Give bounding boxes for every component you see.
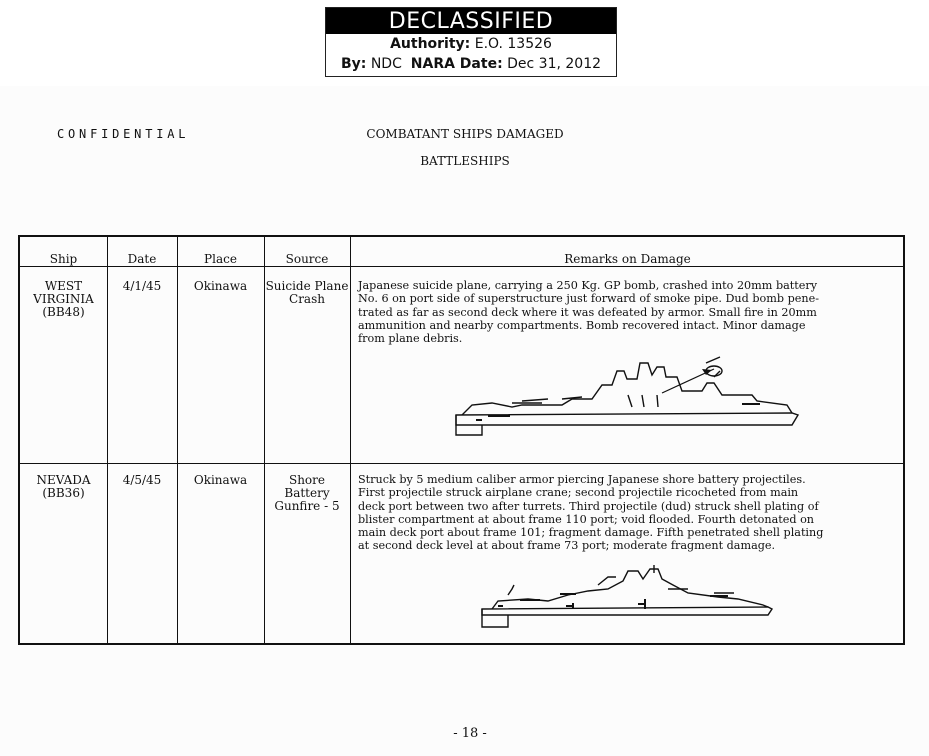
stamp-authority: Authority: E.O. 13526 [390,36,552,52]
stamp-title: DECLASSIFIED [326,8,616,34]
column-header-place: Place [204,252,237,266]
table-row-remarks: Struck by 5 medium caliber armor piercing Japanese shore battery projectiles. First projectile struck airplane crane; second projectile ricocheted from main deck port between two after turrets. Third projectile (dud) struck shell plating of blister compartment at about frame 110 port; void flooded. Fourth detonated on main deck port about frame 101; fragment damage. Fifth penetrated shell plating at second deck level at about frame 73 port; moderate fragment damage. [358,473,824,553]
column-header-date: Date [127,252,157,266]
column-divider [177,237,178,643]
declassified-stamp [325,7,617,77]
column-divider [107,237,108,643]
column-header-source: Source [285,252,329,266]
document-title: COMBATANT SHIPS DAMAGED [366,127,564,141]
table-row-ship: WEST VIRGINIA (BB48) [33,279,94,319]
table-row-remarks: Japanese suicide plane, carrying a 250 Kg. GP bomb, crashed into 20mm battery No. 6 on port side of superstructure just forward of smoke pipe. Dud bomb pene- trated as far as second deck where it was defeated by armor. Small fire in 20mm ammunition and nearby compartments. Bomb recovered intact. Minor damage from plane debris. [358,279,819,346]
table-row-ship: NEVADA (BB36) [36,473,91,500]
stamp-by-date: By: NDC NARA Date: Dec 31, 2012 [340,56,602,72]
table-row-source: Suicide Plane Crash [265,279,349,306]
page-number: - 18 - [453,726,487,741]
row-divider [20,463,903,464]
header-divider [20,266,903,267]
table-row-date: 4/5/45 [122,473,162,487]
table-row-source: Shore Battery Gunfire - 5 [274,473,340,513]
column-divider [350,237,351,643]
classification-label: CONFIDENTIAL [57,127,190,141]
document-subtitle: BATTLESHIPS [420,154,510,168]
damage-table [18,235,905,645]
west-virginia-ship-silhouette [452,355,812,447]
column-header-ship: Ship [49,252,78,266]
nevada-ship-silhouette [478,565,778,643]
column-header-remarks: Remarks on Damage [564,252,691,266]
table-row-date: 4/1/45 [122,279,162,293]
table-row-place: Okinawa [193,473,248,487]
table-row-place: Okinawa [193,279,248,293]
